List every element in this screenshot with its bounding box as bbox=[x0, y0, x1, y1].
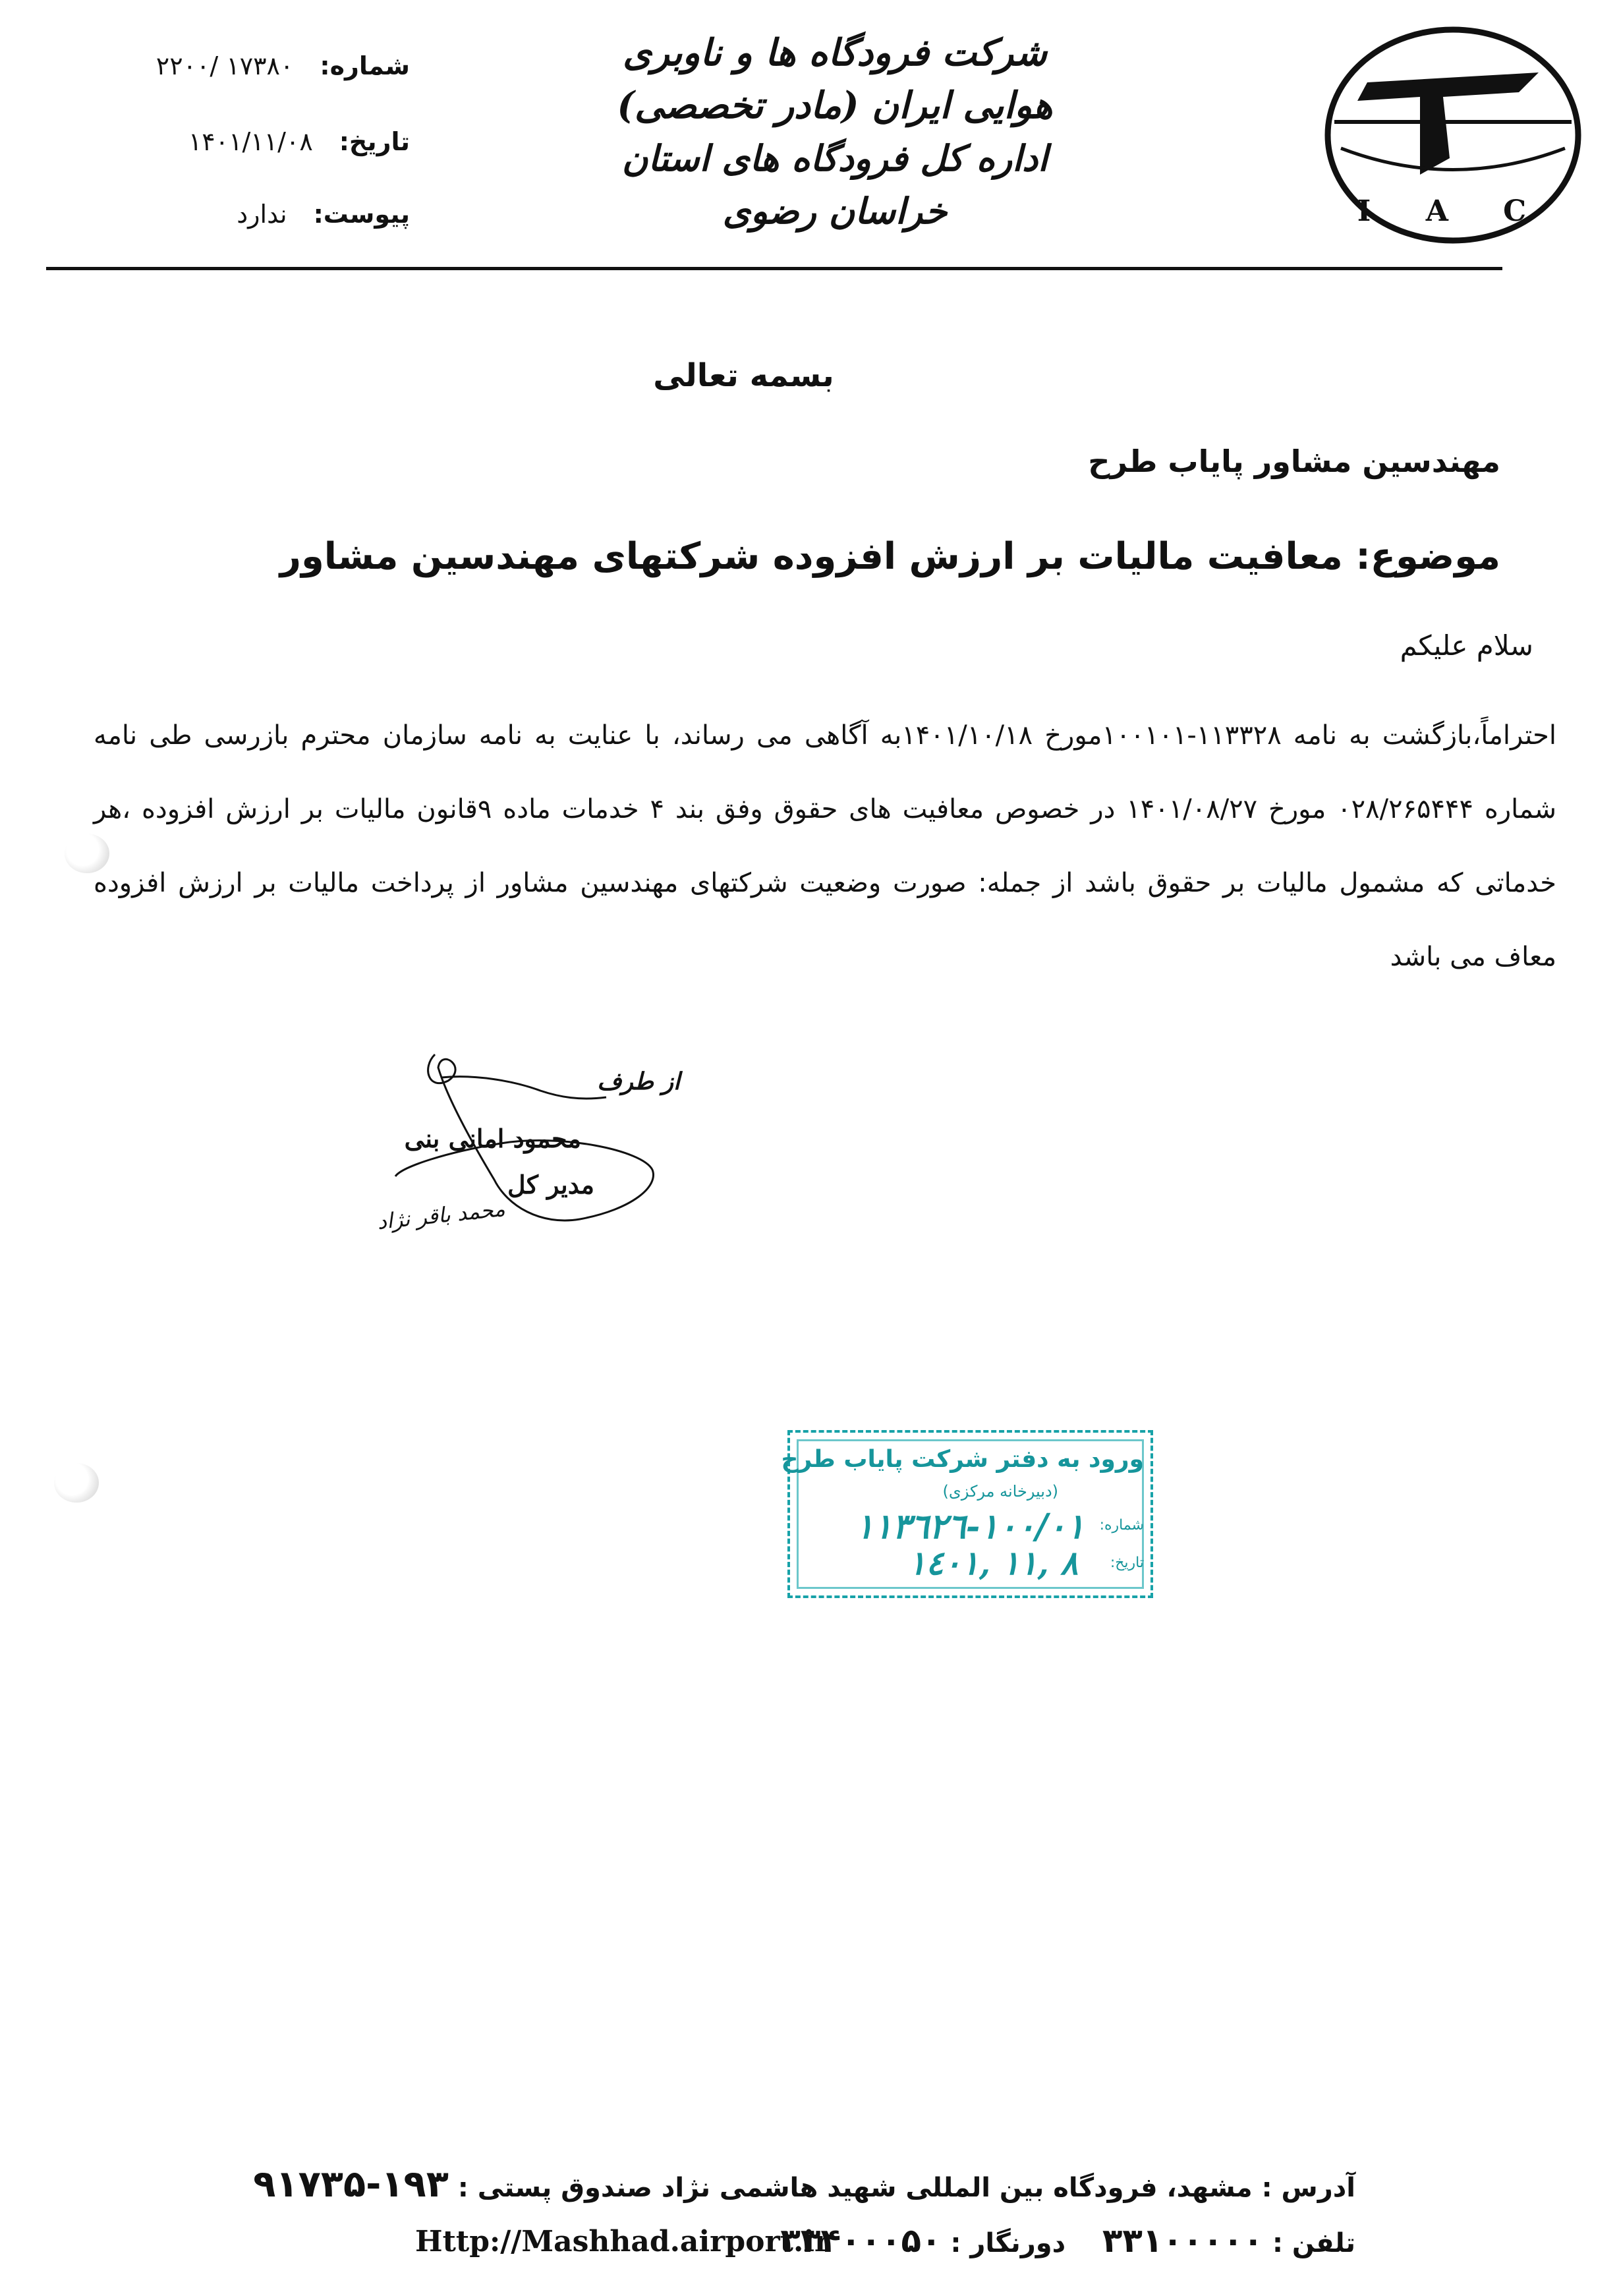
footer-address bbox=[253, 2165, 1355, 2208]
letter-date-row bbox=[14, 119, 410, 165]
footer-contact bbox=[780, 2221, 1355, 2263]
fax-label: دورنگار : bbox=[950, 2228, 1066, 2258]
letter-number-value: ۱۷۳۸۰ /۲۲۰۰ bbox=[156, 51, 294, 80]
received-stamp bbox=[781, 1430, 1153, 1598]
letter-body: احتراماً،بازگشت به نامه ۱۱۳۳۲۸-۱۰۰۱۰۱مورخ ۱۴۰۱/۱۰/۱۸به آگاهی می رساند، با عنایت به نامه سازمان محترم بازرسی طی نامه شماره ۰۲۸/۲۶۵۴۴۴ مورخ ۱۴۰۱/۰۸/۲۷ در خصوص معافیت های حقوق وفق بند ۴ خدمات ماده ۹قانون مالیات بر ارزش افزوده ،هر خدماتی که مشمول مالیات بر حقوق باشد از جمله: صورت وضعیت شرکتهای مهندسین مشاور از پرداخت مالیات بر ارزش افزوده معاف می باشد bbox=[94, 720, 1556, 972]
letter-date-value: ۱۴۰۱/۱۱/۰۸ bbox=[188, 127, 313, 156]
handwritten-note: محمد باقر نژاد bbox=[376, 1195, 507, 1235]
stamp-subtitle: (دبیرخانه مرکزی) bbox=[942, 1482, 1058, 1501]
signature-from: از طرف bbox=[597, 1068, 680, 1095]
postal-box: ۱۹۳-۹۱۷۳۵ bbox=[253, 2163, 449, 2206]
stamp-date-label: تاریخ: bbox=[1110, 1555, 1144, 1571]
address-text: مشهد، فرودگاه بین المللی شهید هاشمی نژاد صندوق پستی : bbox=[457, 2173, 1253, 2203]
subject-line: موضوع: معافیت مالیات بر ارزش افزوده شرکتهای مهندسین مشاور bbox=[279, 535, 1500, 578]
signatory-name: محمود امانی بنی bbox=[404, 1124, 581, 1153]
invocation: بسمه تعالی bbox=[653, 357, 834, 394]
signatory-title: مدیر کل bbox=[507, 1170, 594, 1199]
stamp-date-value: ٨ ,١١ ,١٤٠١ bbox=[908, 1543, 1078, 1582]
recipient: مهندسین مشاور پایاب طرح bbox=[1088, 444, 1500, 479]
stamp-number-value: ١٠٠/٠١-١١٣٦٢٦ bbox=[855, 1507, 1085, 1547]
phone-value: ۳۳۱۰۰۰۰۰ bbox=[1102, 2222, 1263, 2260]
letter-attachment-value: ندارد bbox=[237, 200, 287, 229]
letter-number-label: شماره: bbox=[320, 51, 410, 80]
letter-number-row bbox=[14, 43, 410, 89]
iac-logo bbox=[1321, 23, 1585, 247]
company-name: شرکت فرودگاه ها و ناوبری هوایی ایران (مادر تخصصی) bbox=[617, 31, 1053, 127]
punch-hole bbox=[65, 834, 109, 873]
fax-value: ۳۳۴۰۰۰۵۰ bbox=[780, 2222, 942, 2260]
phone-label: تلفن : bbox=[1272, 2228, 1355, 2258]
letter-date-label: تاریخ: bbox=[339, 127, 410, 156]
address-label: آدرس : bbox=[1261, 2173, 1355, 2203]
svg-text:I A C: I A C bbox=[1357, 194, 1549, 228]
stamp-title: ورود به دفتر شرکت پایاب طرح bbox=[781, 1446, 1144, 1473]
department-name: اداره کل فرودگاه های استان خراسان رضوی bbox=[621, 137, 1048, 232]
letter-attachment-row bbox=[14, 191, 410, 237]
letter-attachment-label: پیوست: bbox=[313, 200, 410, 229]
stamp-number-label: شماره: bbox=[1099, 1517, 1144, 1534]
punch-hole bbox=[54, 1463, 99, 1503]
header-divider bbox=[46, 267, 1502, 270]
greeting: سلام علیکم bbox=[1400, 629, 1533, 662]
website-link[interactable]: Http://Mashhad.airport.ir bbox=[415, 2225, 830, 2258]
